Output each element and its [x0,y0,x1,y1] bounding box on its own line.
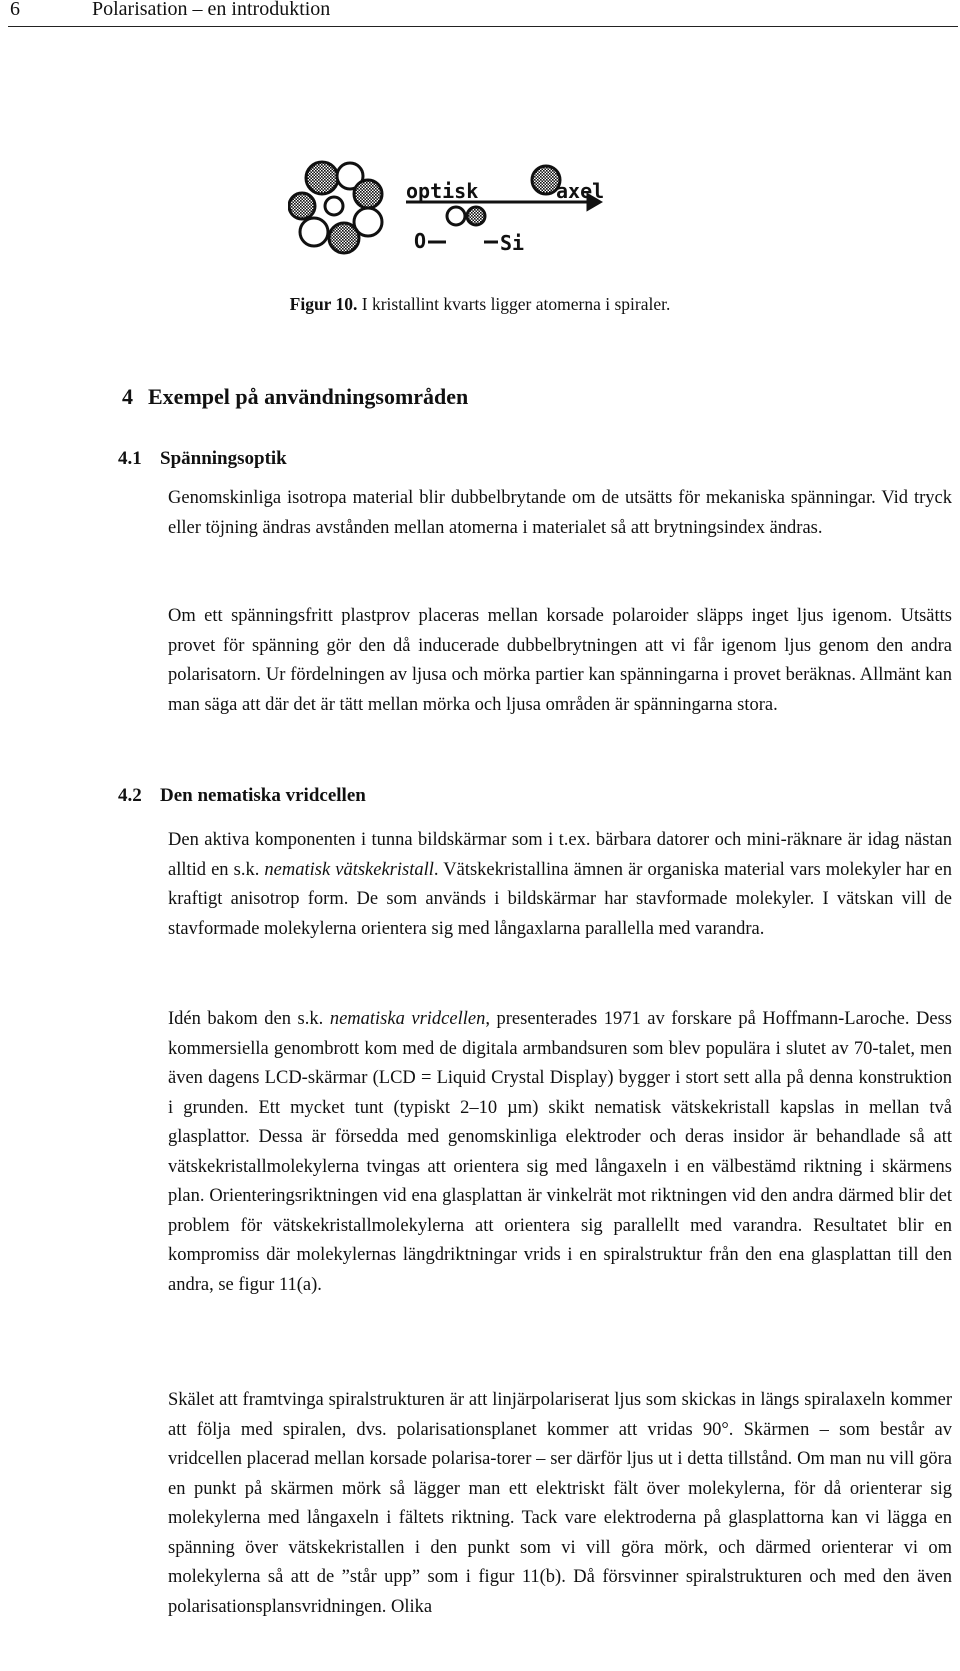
label-si: Si [500,231,525,255]
text-segment: , presenterades 1971 av forskare på Hoffmann-Laroche. Dess kommersiella genombrott kom med de digitala armbandsuren som blev populära i slutet av 70-talet, men även dagens LCD-skärmar (LCD = Liquid Crystal Display) bygger i stort sett alla på denna konstruktion i grunden. Ett mycket tunt (typiskt 2–10 µm) skikt nematisk vätskekristall kapslas in mellan två glasplattor. Dessa är försedda med genomskinliga elektroder och deras insidor är behandlade så att vätskekristallmolekylerna tvingas att orientera sig med långaxeln i en välbestämd riktning i skärmens plan. Orienteringsriktningen vid ena glasplattan är vinkelrät mot riktningen vid den andra därmed blir det problem för vätskekristallmolekylerna att orientera sig parallellt med varandra. Resultatet blir en kompromiss där molekylernas längdriktningar vrids i en spiralstruktur från den ena glasplattan till den andra, se figur 11(a). [168,1009,953,1295]
text-segment: . Vätskekristallina ämnen är organiska material vars molekyler har en kraftigt anisotrop form. De som används i bildskärmar har stavformade molekyler. I vätskan vill de stavformade molekylerna orientera sig med långaxlarna parallella med varandra. [168,859,952,939]
figure-caption [0,294,960,315]
paragraph-vridcell-2 [168,1005,952,1300]
italic-term: nematisk vätskekristall [264,859,434,880]
page-header [8,0,958,27]
subsection-number: 4.1 [118,448,142,469]
si-atom-legend-small [467,207,485,225]
subsection-number: 4.2 [118,785,142,806]
text-segment: Idén bakom den s.k. [168,1009,330,1029]
subsection-title: Den nematiska vridcellen [160,785,366,806]
si-atom [306,162,338,194]
section-title: Exempel på användningsområden [148,384,469,409]
label-o: O [414,229,427,253]
label-optisk: optisk [406,179,479,203]
figure-caption-label: Figur 10. [289,294,358,314]
italic-term: nematiska vridcellen [329,1009,486,1029]
si-atom [354,180,382,208]
quartz-spiral-figure [288,158,628,268]
o-atom-legend [447,207,465,225]
si-atom [289,193,315,219]
paragraph-spanningsoptik-2: Om ett spänningsfritt plastprov placeras mellan korsade polaroider släpps inget ljus igenom. Utsätts provet för spänning gör den då inducerade dubbelbrytningen att vi får igenom ljus genom den andra polarisatorn. Ur fördelningen av ljusa och mörka partier kan spänningarna i provet beräknas. Allmänt kan man säga att där det är tätt mellan mörka och ljusa områden är spänningarna stora. [168,606,952,715]
paragraph-vridcell-3: Skälet att framtvinga spiralstrukturen är att linjärpolariserat ljus som skickas in längs spiralaxeln kommer att följa med spiralen, dvs. polarisationsplanet kommer att vridas 90°. Skärmen – som består av vridcellen placerad mellan korsade polarisa-torer – ser därför ljus ut i detta tillstånd. Om man nu vill göra en punkt på skärmen mörk så lägger man ett elektriskt fält över molekylerna, för då orienterar sig molekylerna med långaxeln i fältets riktning. Tack vare elektroderna på glasplattorna kan vi lägga en spänning över vätskekristallen i den punkt som vi vill göra mörk, och därmed orienterar vi om molekylerna så att de ”står upp” som i figur 11(b). Då försvinner spiralstrukturen och med den även polarisationsplansvridningen. Olika [168,1390,952,1617]
subsection-title: Spänningsoptik [160,448,287,469]
label-axel: axel [556,179,605,203]
running-title: Polarisation – en introduktion [92,0,331,20]
o-atom [300,218,328,246]
o-atom [325,197,343,215]
page-number: 6 [10,0,20,20]
text-segment: Den aktiva komponenten i tunna bildskärmar som i t.ex. bärbara datorer och mini-räknare är idag nästan alltid en s.k. [168,830,952,880]
atom-ring [289,162,382,253]
paragraph-spanningsoptik-1: Genomskinliga isotropa material blir dubbelbrytande om de utsätts för mekaniska spänningar. Vid tryck eller töjning ändras avstånden mellan atomerna i materialet så att brytningsindex ändras. [168,488,952,538]
quartz-spiral-illustration [288,158,628,268]
figure-caption-text: I kristallint kvarts ligger atomerna i spiraler. [357,294,671,314]
section-number: 4 [122,384,133,409]
si-atom [329,223,359,253]
paragraph-vridcell-1 [168,826,952,944]
